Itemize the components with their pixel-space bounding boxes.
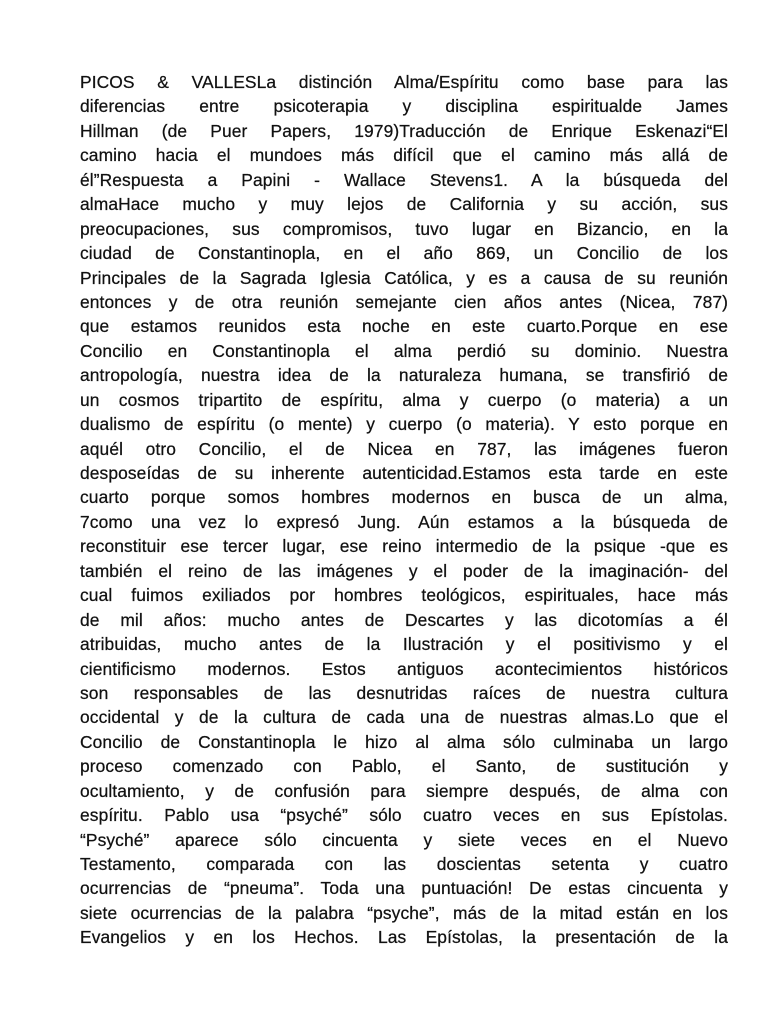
text-line: occidental y de la cultura de cada una de nuestras almas.Lo que el: [80, 707, 728, 728]
text-line: Concilio en Constantinopla el alma perdió su dominio. Nuestra: [80, 340, 728, 361]
text-line: 7como una vez lo expresó Jung. Aún estamos a la búsqueda de: [80, 511, 728, 532]
text-line: atribuidas, mucho antes de la Ilustración y el positivismo y el: [80, 634, 728, 655]
text-line: ocurrencias de “pneuma”. Toda una puntuación! De estas cincuenta y: [80, 878, 728, 899]
text-line: Principales de la Sagrada Iglesia Católica, y es a causa de su reunión: [80, 267, 728, 288]
text-line: camino hacia el mundoes más difícil que el camino más allá de: [80, 145, 728, 166]
text-line: PICOS & VALLESLa distinción Alma/Espíritu como base para las: [80, 72, 728, 92]
text-line: desposeídas de su inherente autenticidad.Estamos esta tarde en este: [80, 463, 728, 483]
text-line: almaHace mucho y muy lejos de California y su acción, sus: [80, 194, 728, 215]
text-line: cual fuimos exiliados por hombres teológicos, espirituales, hace más: [80, 585, 728, 606]
text-line: él”Respuesta a Papini - Wallace Stevens1. A la búsqueda del: [80, 169, 728, 190]
text-line: que estamos reunidos esta noche en este cuarto.Porque en ese: [80, 316, 728, 337]
text-line: Concilio de Constantinopla le hizo al alma sólo culminaba un largo: [80, 731, 728, 752]
text-line: cientificismo modernos. Estos antiguos acontecimientos históricos: [80, 658, 728, 679]
text-line: ciudad de Constantinopla, en el año 869, un Concilio de los: [80, 243, 728, 264]
text-line: proceso comenzado con Pablo, el Santo, de sustitución y: [80, 756, 728, 777]
document-body: [80, 70, 728, 950]
text-line: un cosmos tripartito de espíritu, alma y cuerpo (o materia) a un: [80, 389, 728, 410]
text-line: espíritu. Pablo usa “psyché” sólo cuatro veces en sus Epístolas.: [80, 805, 728, 826]
text-line: son responsables de las desnutridas raíces de nuestra cultura: [80, 682, 728, 703]
text-line: aquél otro Concilio, el de Nicea en 787, las imágenes fueron: [80, 438, 728, 459]
text-line: Evangelios y en los Hechos. Las Epístolas, la presentación de la: [80, 927, 728, 948]
text-line: cuarto porque somos hombres modernos en busca de un alma,: [80, 487, 728, 508]
text-line: siete ocurrencias de la palabra “psyche”, más de la mitad están en los: [80, 902, 728, 923]
text-line: también el reino de las imágenes y el poder de la imaginación- del: [80, 560, 728, 581]
text-line: preocupaciones, sus compromisos, tuvo lugar en Bizancio, en la: [80, 218, 728, 239]
text-line: Testamento, comparada con las doscientas setenta y cuatro: [80, 854, 728, 874]
text-line: antropología, nuestra idea de la naturaleza humana, se transfirió de: [80, 365, 728, 386]
text-line: de mil años: mucho antes de Descartes y las dicotomías a él: [80, 609, 728, 630]
text-line: reconstituir ese tercer lugar, ese reino intermedio de la psique -que es: [80, 536, 728, 557]
text-line: Hillman (de Puer Papers, 1979)Traducción de Enrique Eskenazi“El: [80, 120, 728, 141]
text-line: entonces y de otra reunión semejante cien años antes (Nicea, 787): [80, 291, 728, 312]
text-line: ocultamiento, y de confusión para siempre después, de alma con: [80, 780, 728, 801]
text-line: dualismo de espíritu (o mente) y cuerpo (o materia). Y esto porque en: [80, 414, 728, 435]
text-line: diferencias entre psicoterapia y disciplina espiritualde James: [80, 96, 728, 117]
text-line: “Psyché” aparece sólo cincuenta y siete veces en el Nuevo: [80, 829, 728, 850]
